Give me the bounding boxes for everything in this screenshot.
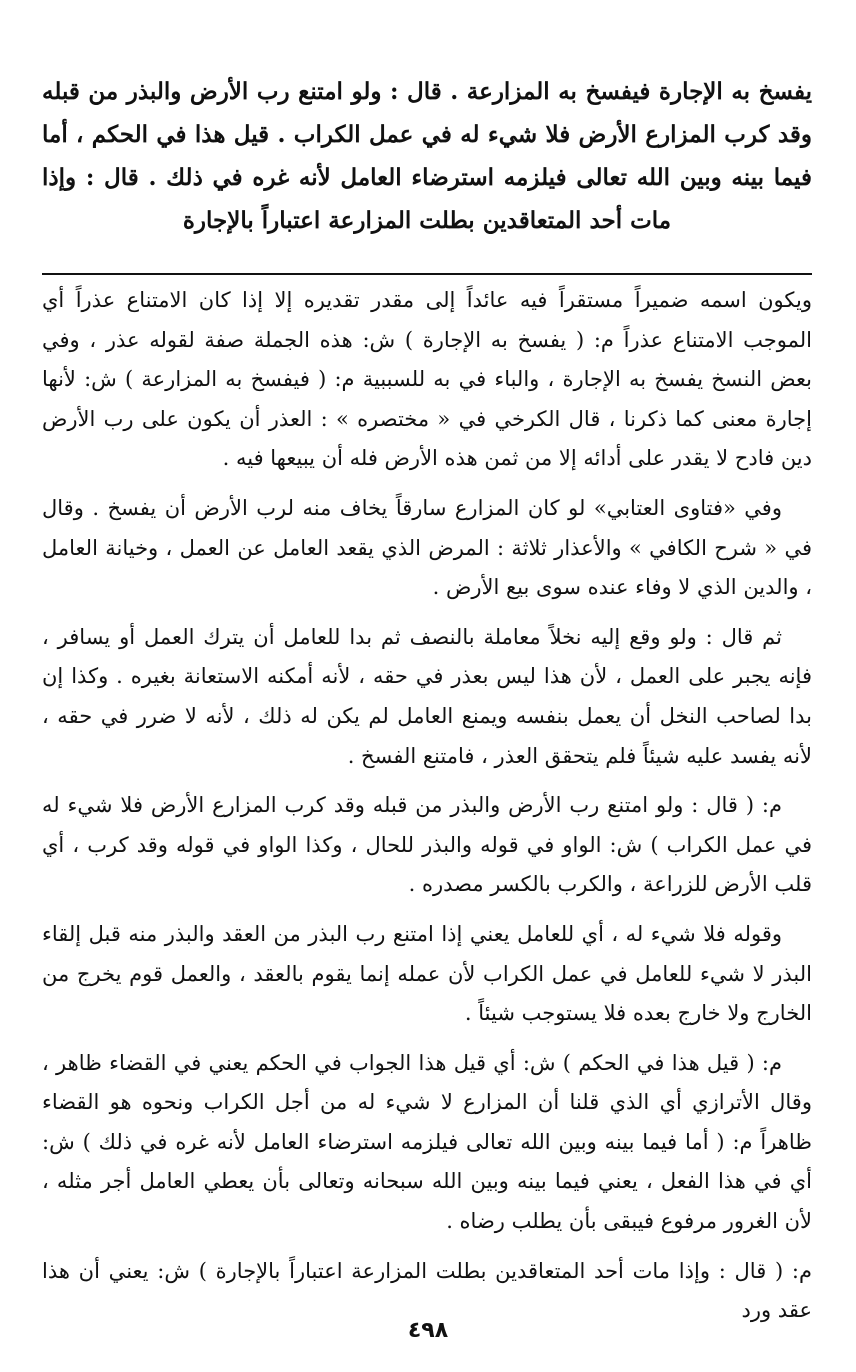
commentary-paragraph: م: ( قال : ولو امتنع رب الأرض والبذر من قبله وقد كرب المزارع الأرض فلا شيء له في عمل الكراب ) ش: الواو في قوله والبذر للحال ، وكذا الواو في قوله وقد كرب ، أي قلب الأرض للزراعة ، والكرب بالكسر مصدره . <box>42 793 812 897</box>
page-number: ٤٩٨ <box>407 1318 449 1343</box>
book-page <box>42 62 812 1341</box>
commentary-paragraph: وفي «فتاوى العتابي» لو كان المزارع سارقاً يخاف منه لرب الأرض أن يفسخ . وقال في « شرح الكافي » والأعذار ثلاثة : المرض الذي يقعد العامل عن العمل ، وخيانة العامل ، والدين الذي لا وفاء عنده سوى بيع الأرض . <box>42 495 812 600</box>
commentary-section <box>42 281 812 1331</box>
main-text: يفسخ به الإجارة فيفسخ به المزارعة . قال : ولو امتنع رب الأرض والبذر من قبله وقد كرب المزارع الأرض فلا شيء له في عمل الكراب . قيل هذا في الحكم ، أما فيما بينه وبين الله تعالى فيلزمه استرضاء العامل لأنه غره في ذلك . قال : وإذا مات أحد المتعاقدين بطلت المزارعة اعتباراً بالإجارة <box>42 78 812 234</box>
commentary-paragraph: م: ( قيل هذا في الحكم ) ش: أي قيل هذا الجواب في الحكم يعني في القضاء ظاهر ، وقال الأترازي أي الذي قلنا أن المزارع لا شيء له من أجل الكراب ونحوه هو القضاء ظاهراً م: ( أما فيما بينه وبين الله تعالى فيلزمه استرضاء العامل لأنه غره في ذلك ) ش: أي في هذا الفعل ، يعني فيما بينه وبين الله سبحانه وتعالى بأن يعطي العامل أجر مثله ، لأن الغرور مرفوع فيبقى بأن يطلب رضاه . <box>42 1050 812 1234</box>
commentary-paragraph: م: ( قال : وإذا مات أحد المتعاقدين بطلت المزارعة اعتباراً بالإجارة ) ش: يعني أن هذا عقد ورد <box>42 1258 812 1323</box>
separator-rule <box>42 273 812 275</box>
commentary-paragraph: ويكون اسمه ضميراً مستقراً فيه عائداً إلى مقدر تقديره إلا إذا كان الامتناع عذراً أي الموجب الامتناع عذراً م: ( يفسخ به الإجارة ) ش: هذه الجملة صفة لقوله عذر ، وفي بعض النسخ يفسخ به الإجارة ، والباء في به للسببية م: ( فيفسخ به المزارعة ) ش: لأنها إجارة معنى كما ذكرنا ، قال الكرخي في « مختصره » : العذر أن يكون على رب الأرض دين فادح لا يقدر على أدائه إلا من ثمن هذه الأرض فله أن يبيعها فيه . <box>42 288 812 471</box>
commentary-paragraph: وقوله فلا شيء له ، أي للعامل يعني إذا امتنع رب البذر من العقد والبذر منه قبل إلقاء البذر لا شيء للعامل في عمل الكراب لأن عمله إنما يقوم بالعقد ، والعمل قوم يخرج من الخارج ولا خارج بعده فلا يستوجب شيئاً . <box>42 921 812 1026</box>
commentary-paragraph: ثم قال : ولو وقع إليه نخلاً معاملة بالنصف ثم بدا للعامل أن يترك العمل أو يسافر ، فإنه يجبر على العمل ، لأن هذا ليس بعذر في حقه ، لأنه أمكنه الاستعانة بغيره . وكذا إن بدا لصاحب النخل أن يعمل بنفسه ويمنع العامل لم يكن له ذلك ، لأنه لا ضرر في حقه ، لأنه يفسد عليه شيئاً فلم يتحقق العذر ، فامتنع الفسخ . <box>42 624 812 768</box>
